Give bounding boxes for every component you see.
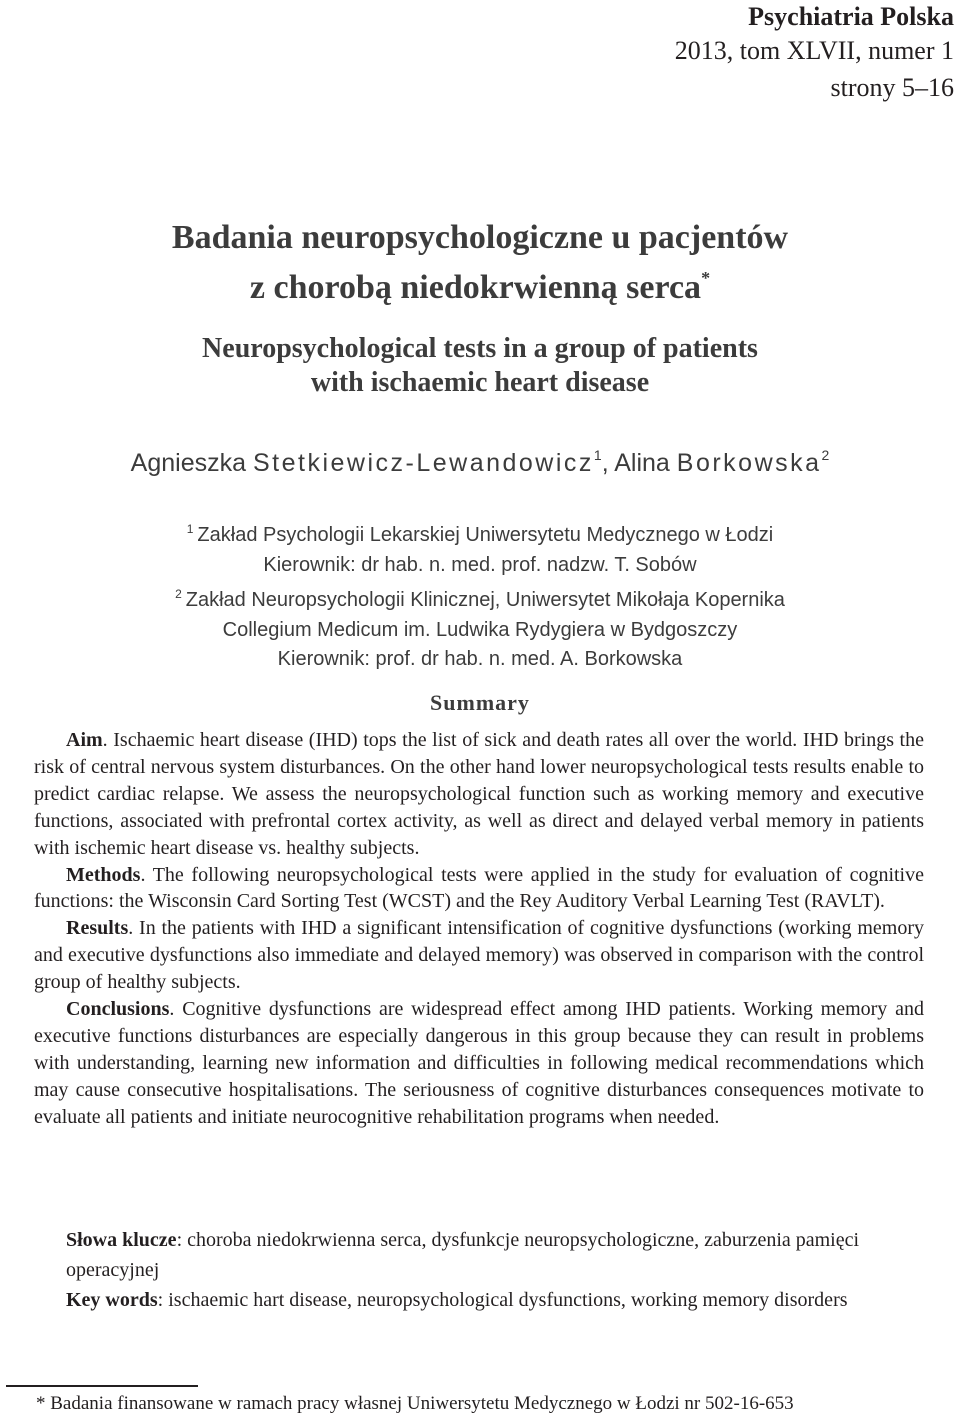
journal-pages: strony 5–16 [830,73,954,102]
aim-text: . Ischaemic heart disease (IHD) tops the list of sick and death rates all over the world. IHD brings the risk of central nervous system disturbances. On the other hand lower neuropsychological tests results enable to predict cardiac relapse. We assess the neuropsychological function such as working memory and executive functions, associated with prefrontal cortex activity, as well as direct and delayed verbal memory in patients with ischemic heart disease vs. healthy subjects. [34,729,924,859]
author-1-affil-marker: 1 [593,447,602,463]
affil-2-line1: Zakład Neuropsychologii Klinicznej, Uniwersytet Mikołaja Kopernika [185,589,785,611]
author-2-affil-marker: 2 [821,447,830,463]
funding-footnote: * Badania finansowane w ramach pracy własnej Uniwersytetu Medycznego w Łodzi nr 502-16-653 [36,1393,794,1414]
methods-label: Methods [66,863,141,886]
author-1-first-name: Agnieszka [130,449,247,477]
author-2-last-name: Borkowska [676,449,822,477]
footnote-divider [6,1385,198,1387]
affiliations [0,515,960,675]
keywords [66,1225,946,1315]
abstract-methods [34,862,924,916]
journal-name: Psychiatria Polska [748,2,954,31]
abstract-results [34,915,924,996]
affil-1-line2: Kierownik: dr hab. n. med. prof. nadzw. T. Sobów [263,553,697,576]
affil-2-line3: Kierownik: prof. dr hab. n. med. A. Borkowska [277,648,683,670]
abstract-aim [34,727,924,862]
aim-label: Aim [66,729,103,751]
conclusions-label: Conclusions [66,998,170,1021]
author-separator: , [601,449,615,477]
results-label: Results [66,917,129,940]
keywords-polish-label: Słowa klucze [66,1229,177,1251]
author-1-last-name: Stetkiewicz-Lewandowicz [252,449,594,477]
abstract-conclusions [34,996,924,1131]
conclusions-text: . Cognitive dysfunctions are widespread effect among IHD patients. Working memory and executive functions disturbances are especially dangerous in this group because they can result in problems with understanding, learning new information and difficulties in following medical recommendations which may cause consecutive hospitalisations. The seriousness of cognitive disturbances consequences motivate to evaluate all patients and initiate neurocognitive rehabilitation programs when needed. [34,998,924,1128]
journal-issue: 2013, tom XLVII, numer 1 [674,36,954,65]
affil-1-marker: 1 [186,522,194,536]
results-text: . In the patients with IHD a significant intensification of cognitive dysfunctions (working memory and executive dysfunctions also immediate and delayed memory) was observed in comparison with the control group of healthy subjects. [34,917,924,994]
title-footnote-marker: * [701,268,711,288]
title-english [0,332,960,400]
title-polish-line1: Badania neuropsychologiczne u pacjentów [171,219,789,256]
affil-1-line1: Zakład Psychologii Lekarskiej Uniwersytetu Medycznego w Łodzi [197,524,774,546]
author-2-first-name: Alina [614,449,670,477]
title-english-line2: with ischaemic heart disease [310,367,650,398]
affil-2-marker: 2 [175,587,182,601]
keywords-english [66,1285,946,1315]
keywords-polish [66,1225,946,1285]
title-polish-line2: z chorobą niedokrwienną serca [249,269,702,306]
summary-heading: Summary [430,690,530,715]
methods-text: . The following neuropsychological tests were applied in the study for evaluation of cognitive functions: the Wisconsin Card Sorting Test (WCST) and the Rey Auditory Verbal Learning Test (RAVLT). [34,863,924,913]
keywords-polish-text: : choroba niedokrwienna serca, dysfunkcje neuropsychologiczne, zaburzenia pamięci operacyjnej [66,1229,860,1281]
title-polish [0,218,960,308]
journal-header [675,2,954,106]
keywords-english-text: : ischaemic hart disease, neuropsychological dysfunctions, working memory disorders [157,1289,848,1311]
affil-2-line2: Collegium Medicum im. Ludwika Rydygiera w Bydgoszczy [222,618,738,641]
title-english-line1: Neuropsychological tests in a group of patients [202,333,758,364]
keywords-english-label: Key words [66,1289,158,1311]
authors [0,447,960,478]
abstract [34,727,924,1131]
